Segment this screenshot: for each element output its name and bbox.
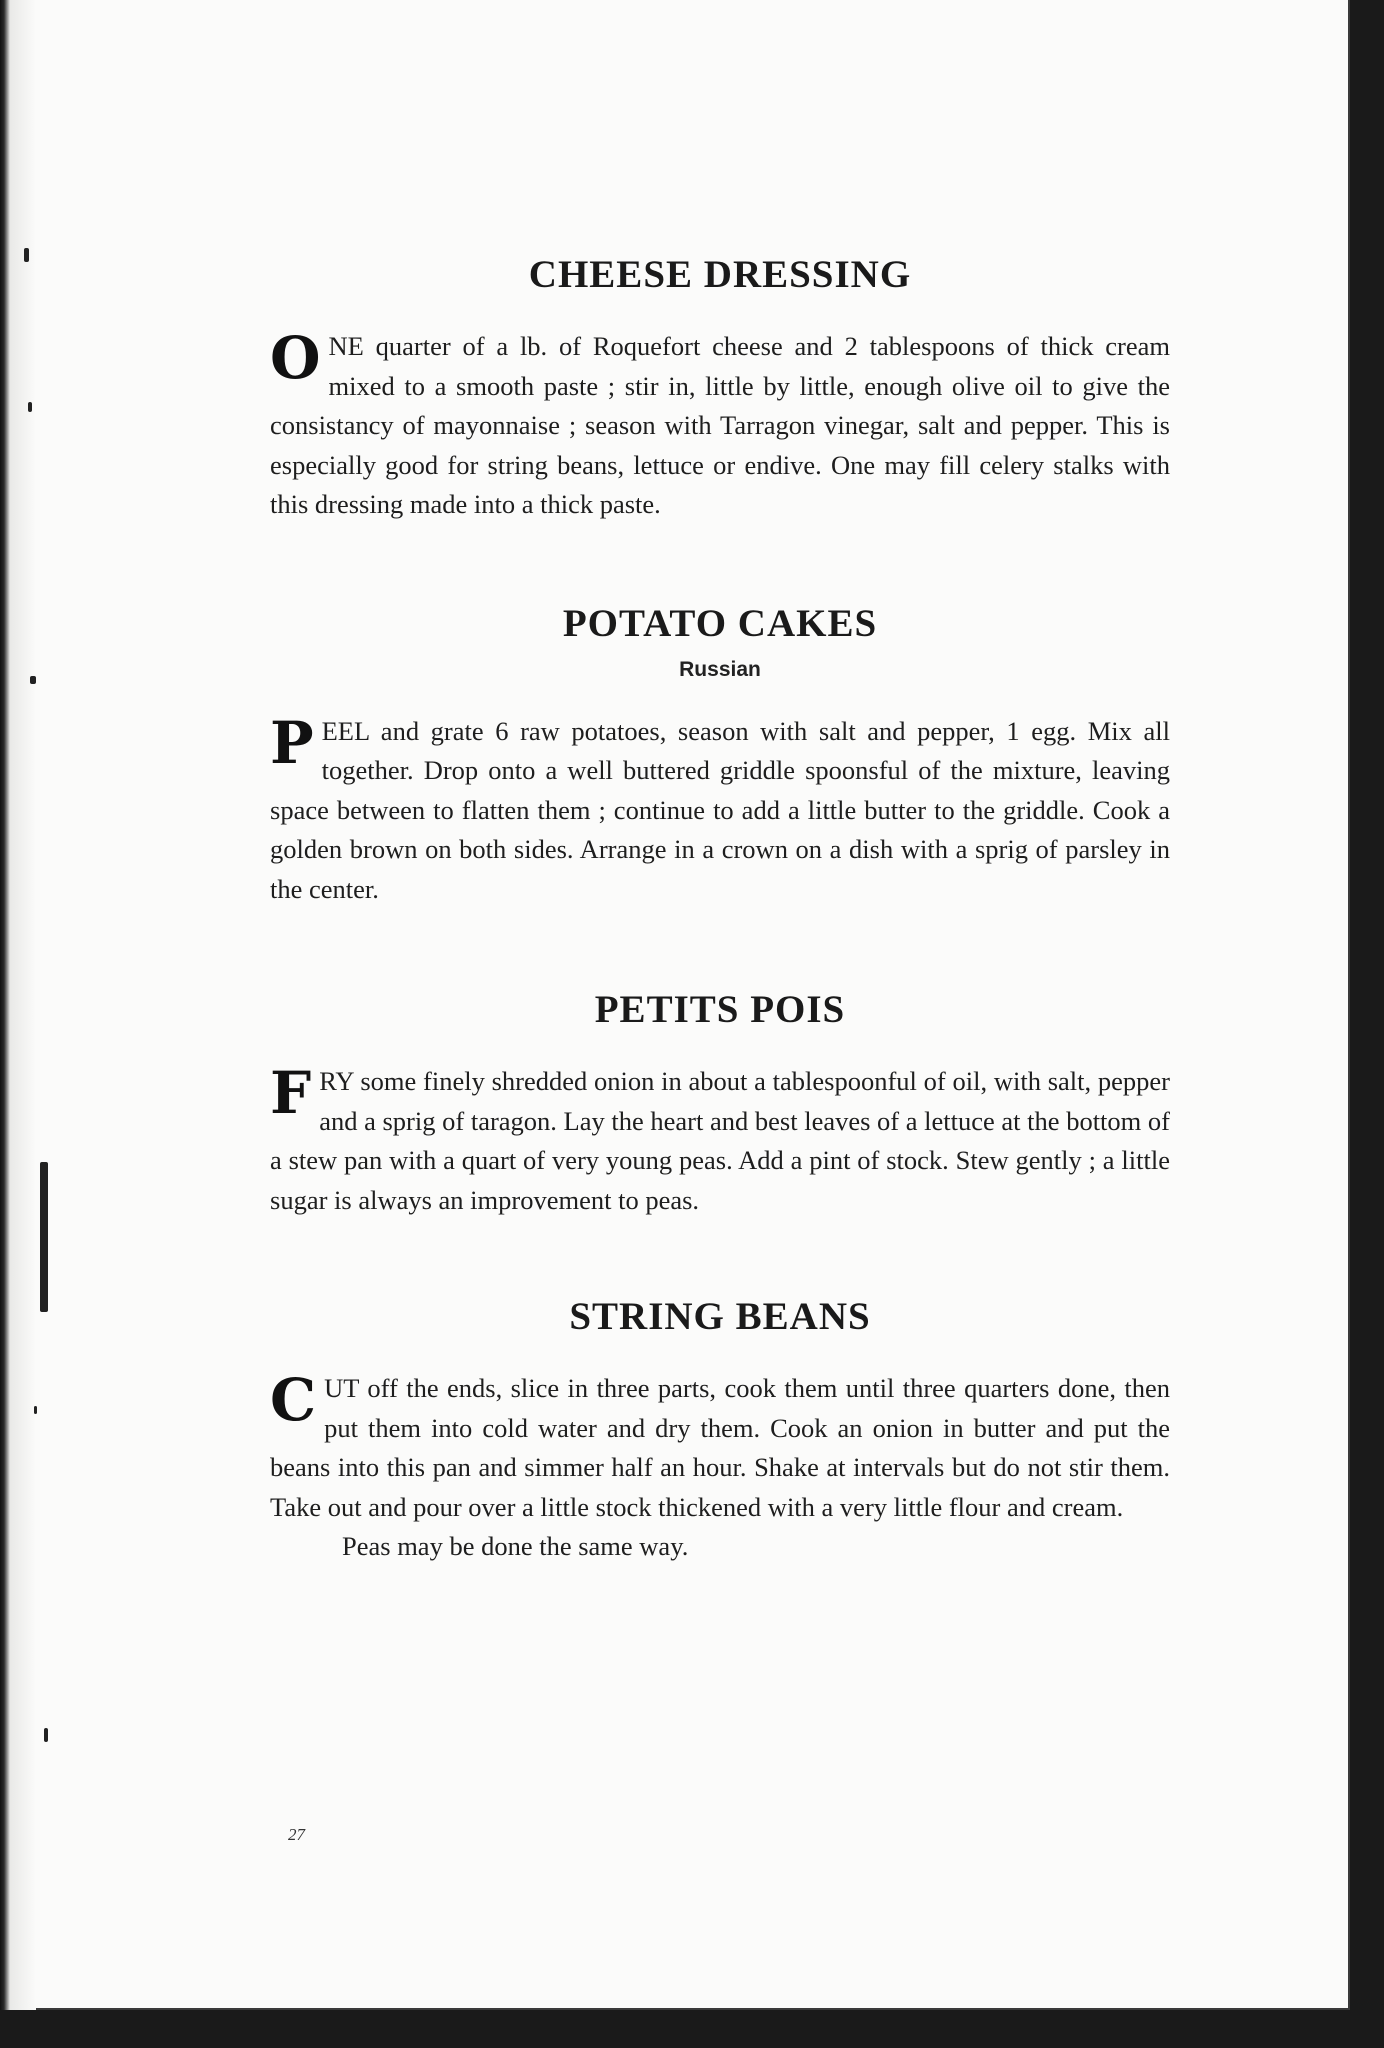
drop-cap: C (270, 1366, 317, 1434)
recipe-title: STRING BEANS (569, 1295, 871, 1338)
recipe-cheese-dressing (270, 252, 1170, 525)
recipe-body-text: RY some finely shredded onion in about a tablespoonful of oil, with salt, pepper and a sprig of taragon. Lay the heart and best leaves of a lettuce at the bottom of a stew pan with a quart of very young peas. Add a pint of stock. Stew gently ; a little sugar is always an improvement to peas. (270, 1066, 1170, 1215)
drop-cap: P (270, 708, 314, 777)
recipe-text (270, 1059, 1170, 1220)
book-gutter (0, 0, 36, 2010)
recipe-petits-pois (270, 987, 1170, 1220)
recipe-body-text: EEL and grate 6 raw potatoes, season with salt and pepper, 1 egg. Mix all together. Drop onto a well buttered griddle spoonsful of the mixture, leaving space between to flatten them ; continue to add a little butter to the griddle. Cook a golden brown on both sides. Arrange in a crown on a dish with a sprig of parsley in the center. (270, 715, 1170, 904)
page-content (270, 240, 1170, 1567)
gutter-mark (24, 248, 29, 262)
gutter-mark (28, 402, 32, 412)
recipe-title: PETITS POIS (594, 988, 846, 1031)
gutter-mark (34, 1406, 37, 1414)
recipe-note: Peas may be done the same way. (342, 1531, 689, 1561)
drop-cap: F (270, 1059, 312, 1127)
recipe-text (270, 1366, 1170, 1527)
gutter-mark (30, 676, 36, 684)
recipe-text (270, 708, 1170, 910)
drop-cap: O (270, 324, 321, 392)
recipe-title: CHEESE DRESSING (528, 253, 912, 296)
recipe-potato-cakes (270, 601, 1170, 910)
recipe-subtitle: Russian (679, 657, 761, 681)
page-number: 27 (288, 1825, 305, 1844)
recipe-body-text: UT off the ends, slice in three parts, cook them until three quarters done, then put them into cold water and dry them. Cook an onion in butter and put the beans into this pan and simmer half an hour. Shake at intervals but do not stir them. Take out and pour over a little stock thickened with a very little flour and cream. (270, 1373, 1170, 1522)
gutter-mark (44, 1728, 48, 1742)
recipe-body-text: NE quarter of a lb. of Roquefort cheese and 2 tablespoons of thick cream mixed to a smooth paste ; stir in, little by little, enough olive oil to give the consistancy of mayonnaise ; season with Tarragon vinegar, salt and pepper. This is especially good for string beans, lettuce or endive. One may fill celery stalks with this dressing made into a thick paste. (270, 331, 1170, 519)
recipe-text (270, 324, 1170, 525)
recipe-string-beans (270, 1294, 1170, 1567)
gutter-mark (40, 1162, 48, 1312)
recipe-title: POTATO CAKES (562, 601, 878, 645)
